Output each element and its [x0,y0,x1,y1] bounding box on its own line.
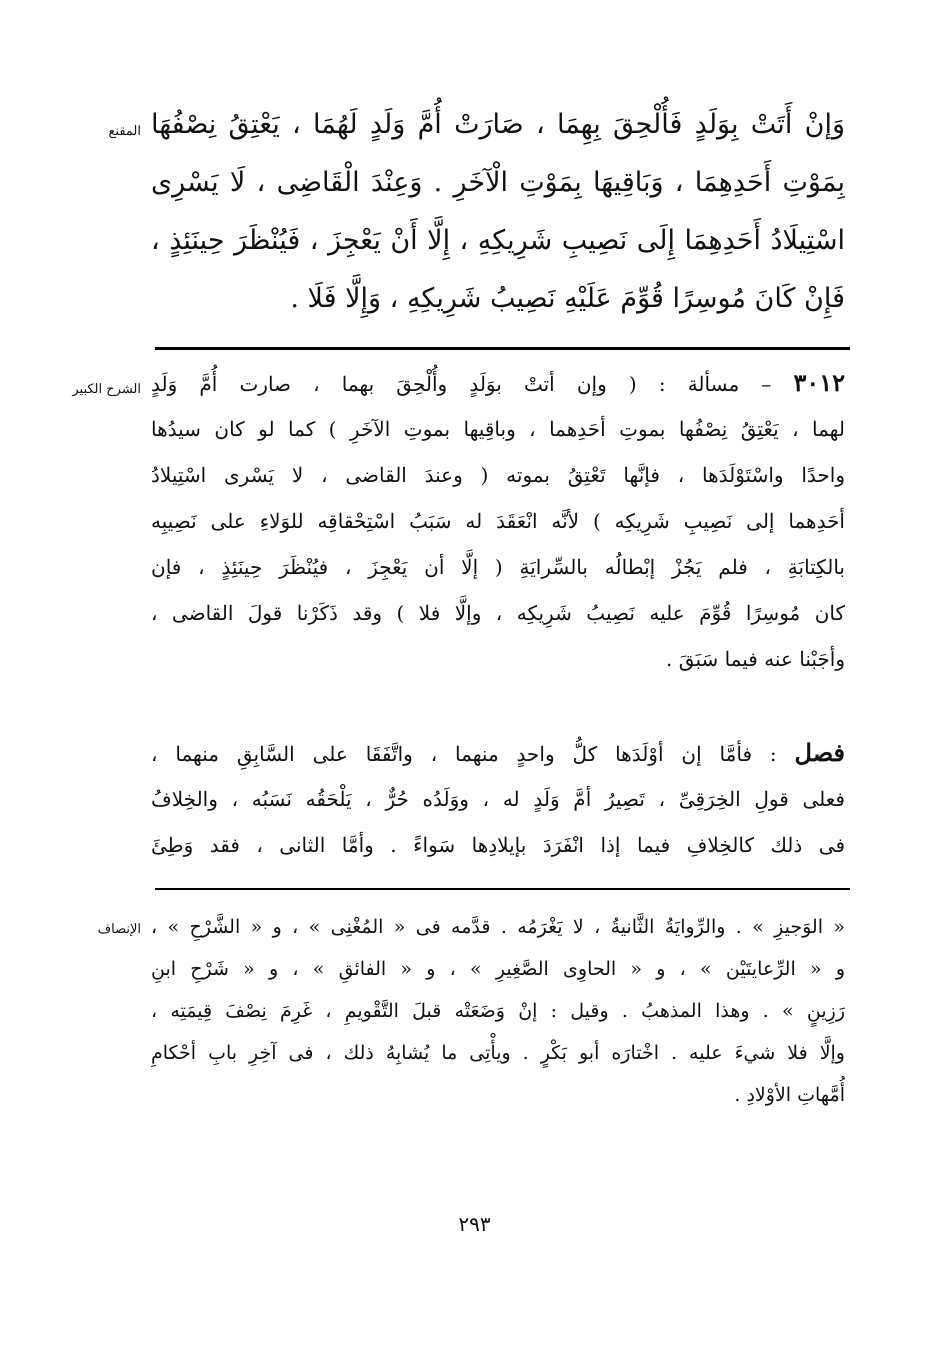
muqni-line: اسْتِيلَادُ أَحَدِهِمَا إِلَى نَصِيبِ شَرِيكِهِ ، إِلَّا أَنْ يَعْجِزَ ، فَيُنْظَرَ حِينَئِذٍ ، [151,225,845,256]
sharh-line: كان مُوسِرًا قُوِّمَ عليه نَصِيبُ شَرِيكِه ، وإلَّا فلا ) وقد ذَكَرْنا قولَ القاضى ، [151,601,845,625]
sharh-line: أحَدِهما إلى نَصِيبِ شَرِيكِه ) لأنَّه انْعَقَدَ له سَبَبُ اسْتِحْقاقِه للوَلاءِ على نَصِيبِه [151,509,845,533]
sharh-line: لهما ، يَعْتِقُ نِصْفُها بموتِ أحَدِهما ، وباقِيها بموتِ الآخَرِ ) كما لو كان سيدُها [151,417,845,441]
muqni-line: وَإنْ أَتَتْ بِوَلَدٍ فَأُلْحِقَ بِهِمَا ، صَارَتْ أُمَّ وَلَدٍ لَهُمَا ، يَعْتِقُ نِصْفُهَا [151,109,845,140]
fasl-heading: فصل [794,738,845,767]
fasl-paragraph [151,730,845,868]
sharh-label: الشرح الكبير [72,382,141,397]
sharh-text [151,360,845,682]
fasl-line [151,730,845,776]
section-divider [155,888,850,890]
muqni-label: المقنع [108,124,141,139]
fasl-line-text: : فأمَّا إن أوْلَدَها كلُّ واحدٍ منهما ، واتَّفَقَا على السَّابِقِ منهما ، [151,742,777,766]
muqni-line: فَإِنْ كَانَ مُوسِرًا قُوِّمَ عَلَيْهِ نَصِيبُ شَرِيكِهِ ، وَإِلَّا فَلَا . [290,283,845,314]
insaf-line: و « الرِّعايتَيْن » ، و « الحاوِى الصَّغِيرِ » ، و « الفائقِ » ، و « شَرْحِ ابنِ [151,958,845,980]
muqni-text [151,96,845,328]
insaf-line: وإلَّا فلا شيءَ عليه . اخْتارَه أبو بَكْرٍ . ويأْتِى ما يُشابِهُ ذلك ، فى آخِرِ بابِ أحْكامِ [151,1042,845,1064]
fasl-line: فعلى قولِ الخِرَقِىِّ ، تَصِيرُ أمَّ وَلَدٍ له ، ووَلَدُه حُرٌّ ، يَلْحَقُه نَسَبُه ، والخِلافُ [151,787,845,811]
insaf-text [151,906,845,1116]
sharh-line-text: – مسألة : ( وإن أتتْ بوَلَدٍ وأُلْحِقَ بهما ، صارت أُمَّ وَلَدٍ [151,372,772,396]
insaf-line: « الوَجيزِ » . والرِّوايَةُ الثَّانيةُ ، لا يَغْرَمُه . قدَّمه فى « المُغْنِى » ، و « الشَّرْحِ » ، [151,916,845,938]
fasl-line: فى ذلك كالخِلافِ فيما إذا انْفَرَدَ بإيلادِها سَواءً . وأمَّا الثانى ، فقد وَطِئَ [151,833,845,857]
muqni-line: بِمَوْتِ أَحَدِهِمَا ، وَبَاقِيهَا بِمَوْتِ الْآخَرِ . وَعِنْدَ الْقَاضِى ، لَا يَسْرِى [151,167,845,198]
issue-number: ٣٠١٢ [793,368,845,397]
insaf-line: أُمَّهاتِ الأوْلادِ . [734,1084,845,1106]
muqni-section [0,96,949,346]
sharh-line: بالكِتابَةِ ، فلم يَجُزْ إبْطالُه بالسِّرايَةِ ( إلَّا أن يَعْجِزَ ، فيُنْظَرَ حِينَئِذٍ ، فإن [151,555,845,579]
sharh-line: وأجَبْنا عنه فيما سَبَقَ . [666,647,845,671]
sharh-line [151,360,845,406]
insaf-label: الإنصاف [97,922,141,937]
section-divider [155,347,850,350]
insaf-line: رَزِينٍ » . وهذا المذهبُ . وقيل : إنْ وَضَعَتْه قبلَ التَّقْويمِ ، غَرِمَ نِصْفَ قِيمَتِه ، [151,1000,845,1022]
sharh-line: واحدًا واسْتَوْلَدَها ، فإنَّها تَعْتِقُ بموته ( وعندَ القاضى ، لا يَسْرى اسْتِيلادُ [151,463,845,487]
page-number: ٢٩٣ [458,1212,491,1236]
